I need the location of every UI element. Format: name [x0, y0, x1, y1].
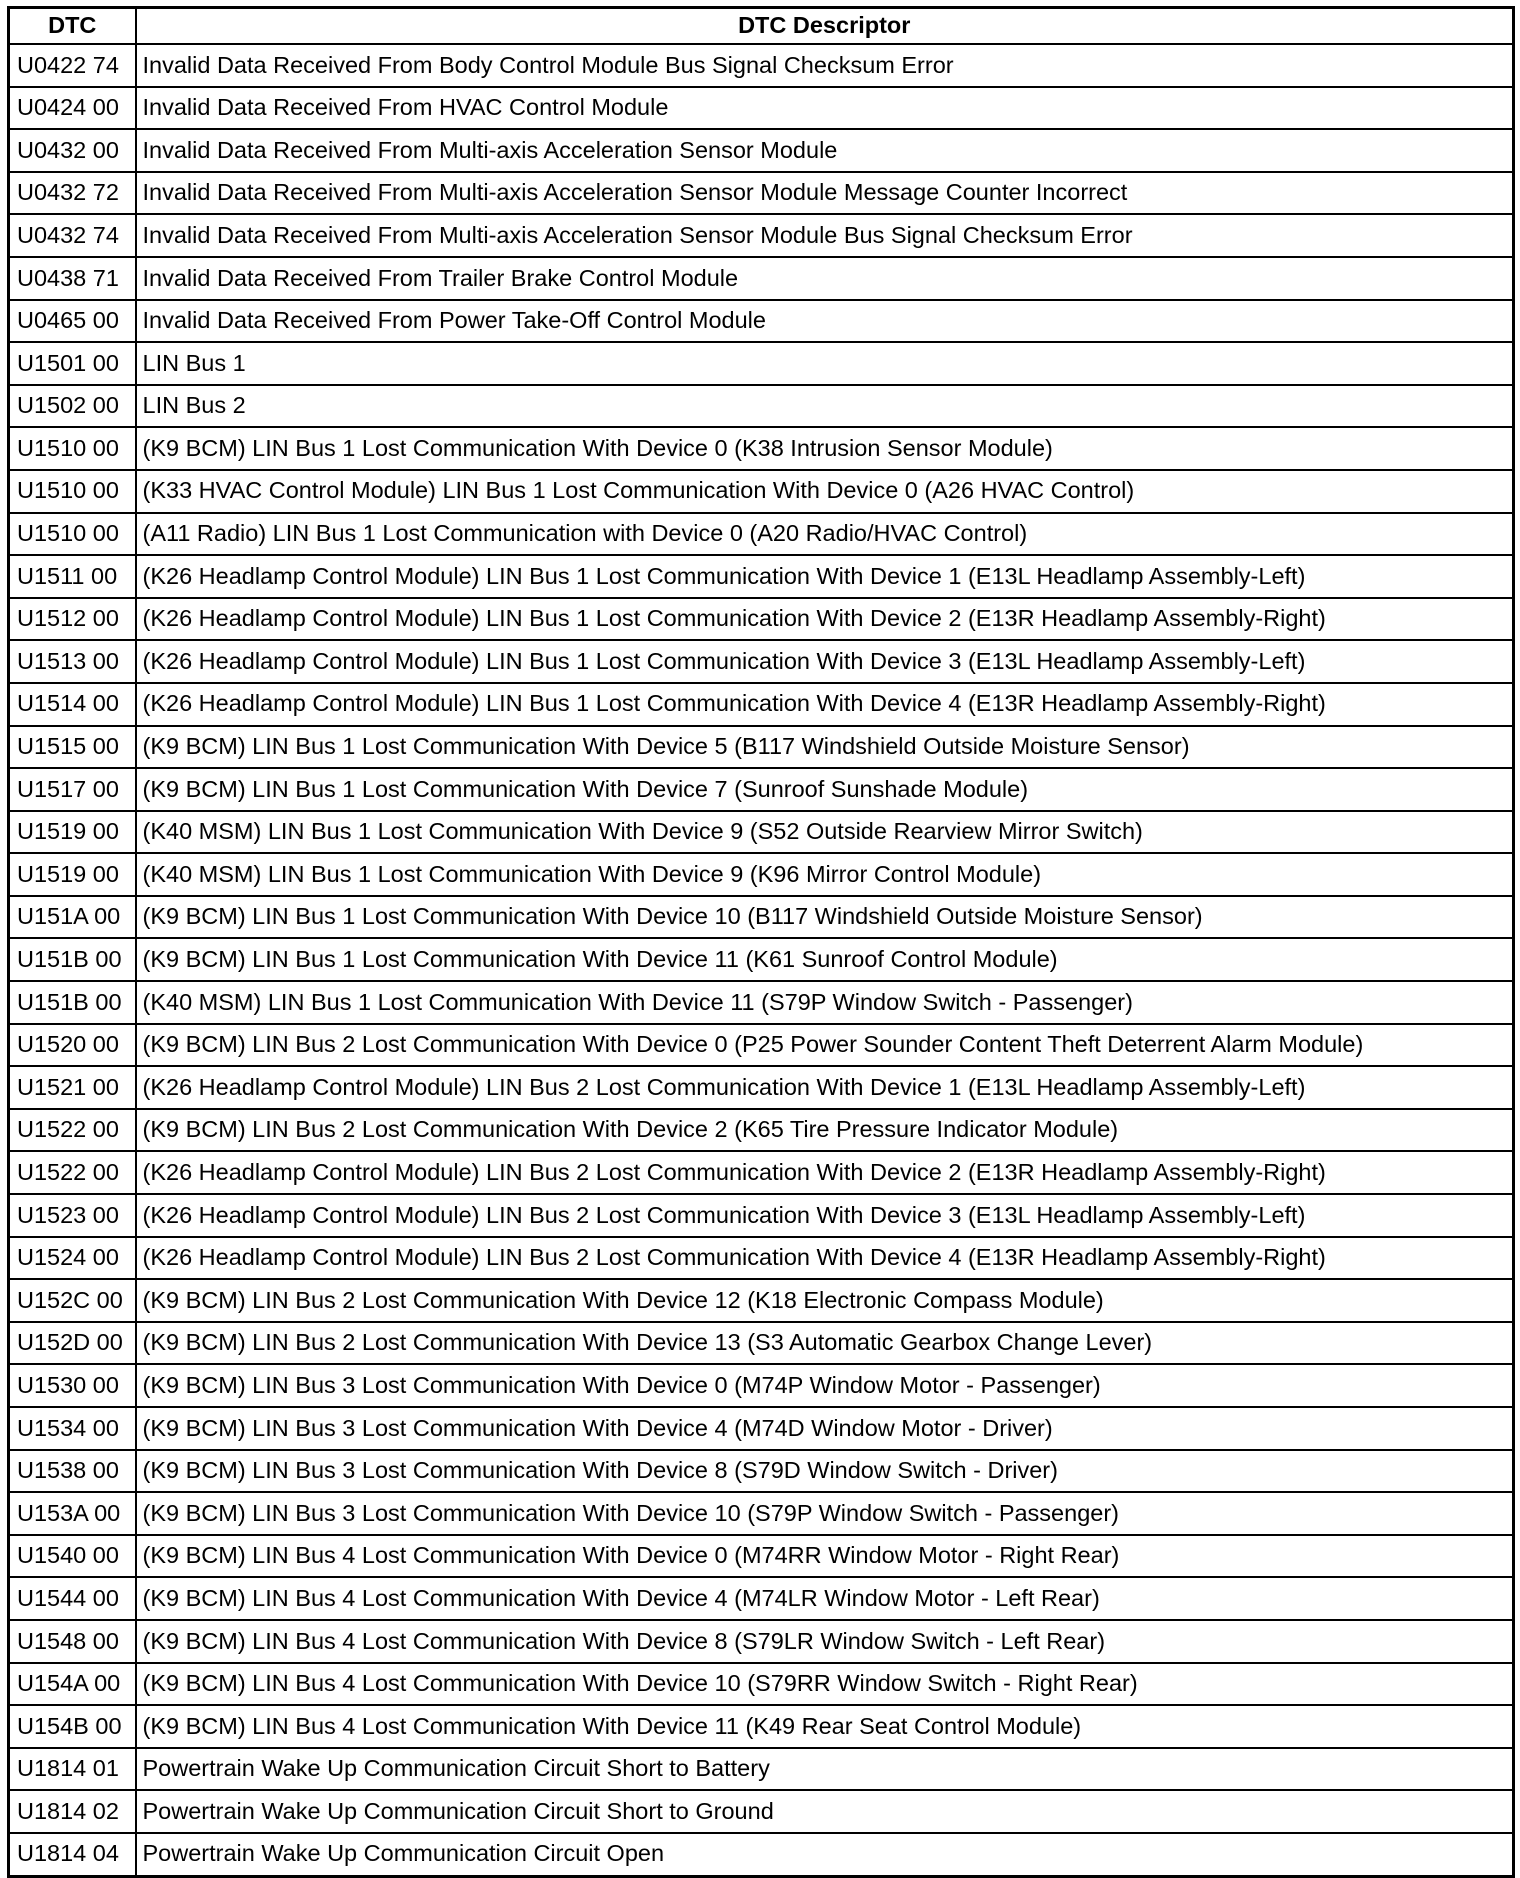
dtc-descriptor-cell: (K9 BCM) LIN Bus 3 Lost Communication With Device 4 (M74D Window Motor - Driver): [136, 1407, 1514, 1450]
dtc-descriptor-cell: (K33 HVAC Control Module) LIN Bus 1 Lost Communication With Device 0 (A26 HVAC Control): [136, 470, 1514, 513]
table-row: [9, 385, 1514, 428]
dtc-code-cell: U1515 00: [9, 726, 136, 769]
dtc-code-cell: U1523 00: [9, 1194, 136, 1237]
dtc-code-cell: U1522 00: [9, 1151, 136, 1194]
table-row: [9, 1024, 1514, 1067]
dtc-descriptor-cell: (K26 Headlamp Control Module) LIN Bus 1 Lost Communication With Device 4 (E13R Headlamp Assembly-Right): [136, 683, 1514, 726]
header-dtc: DTC: [9, 8, 136, 45]
table-row: [9, 683, 1514, 726]
dtc-descriptor-cell: (K9 BCM) LIN Bus 3 Lost Communication With Device 0 (M74P Window Motor - Passenger): [136, 1364, 1514, 1407]
dtc-descriptor-cell: (K9 BCM) LIN Bus 4 Lost Communication With Device 10 (S79RR Window Switch - Right Rear): [136, 1663, 1514, 1706]
dtc-descriptor-cell: (K9 BCM) LIN Bus 1 Lost Communication With Device 11 (K61 Sunroof Control Module): [136, 938, 1514, 981]
dtc-code-cell: U1512 00: [9, 598, 136, 641]
table-row: [9, 938, 1514, 981]
table-row: [9, 214, 1514, 257]
dtc-descriptor-cell: (K9 BCM) LIN Bus 4 Lost Communication With Device 11 (K49 Rear Seat Control Module): [136, 1705, 1514, 1748]
dtc-code-cell: U1501 00: [9, 342, 136, 385]
dtc-code-cell: U1548 00: [9, 1620, 136, 1663]
table-row: [9, 129, 1514, 172]
dtc-code-cell: U1514 00: [9, 683, 136, 726]
table-row: [9, 1833, 1514, 1876]
dtc-descriptor-cell: (K9 BCM) LIN Bus 2 Lost Communication With Device 2 (K65 Tire Pressure Indicator Module): [136, 1109, 1514, 1152]
dtc-code-cell: U1814 02: [9, 1790, 136, 1833]
dtc-descriptor-cell: (K9 BCM) LIN Bus 4 Lost Communication With Device 4 (M74LR Window Motor - Left Rear): [136, 1577, 1514, 1620]
table-row: [9, 513, 1514, 556]
dtc-descriptor-cell: (K26 Headlamp Control Module) LIN Bus 1 Lost Communication With Device 1 (E13L Headlamp Assembly-Left): [136, 555, 1514, 598]
dtc-descriptor-cell: (K26 Headlamp Control Module) LIN Bus 1 Lost Communication With Device 3 (E13L Headlamp Assembly-Left): [136, 640, 1514, 683]
dtc-code-cell: U1510 00: [9, 513, 136, 556]
table-row: [9, 1535, 1514, 1578]
dtc-descriptor-cell: (K9 BCM) LIN Bus 1 Lost Communication With Device 10 (B117 Windshield Outside Moisture Sensor): [136, 896, 1514, 939]
dtc-descriptor-cell: (K9 BCM) LIN Bus 2 Lost Communication With Device 12 (K18 Electronic Compass Module): [136, 1279, 1514, 1322]
dtc-descriptor-cell: Invalid Data Received From Multi-axis Acceleration Sensor Module: [136, 129, 1514, 172]
dtc-descriptor-cell: (K40 MSM) LIN Bus 1 Lost Communication With Device 9 (S52 Outside Rearview Mirror Switch): [136, 811, 1514, 854]
dtc-code-cell: U1530 00: [9, 1364, 136, 1407]
table-row: [9, 1066, 1514, 1109]
dtc-descriptor-cell: Invalid Data Received From Body Control Module Bus Signal Checksum Error: [136, 44, 1514, 87]
dtc-descriptor-cell: (K40 MSM) LIN Bus 1 Lost Communication With Device 11 (S79P Window Switch - Passenger): [136, 981, 1514, 1024]
dtc-descriptor-cell: Invalid Data Received From HVAC Control Module: [136, 87, 1514, 130]
dtc-table: [7, 6, 1515, 1878]
table-row: [9, 896, 1514, 939]
table-row: [9, 1109, 1514, 1152]
dtc-code-cell: U1517 00: [9, 768, 136, 811]
table-row: [9, 981, 1514, 1024]
table-row: [9, 1407, 1514, 1450]
dtc-code-cell: U1510 00: [9, 427, 136, 470]
table-row: [9, 470, 1514, 513]
dtc-descriptor-cell: LIN Bus 1: [136, 342, 1514, 385]
table-row: [9, 1577, 1514, 1620]
table-row: [9, 1663, 1514, 1706]
dtc-code-cell: U1502 00: [9, 385, 136, 428]
table-row: [9, 342, 1514, 385]
table-row: [9, 1748, 1514, 1791]
dtc-code-cell: U151A 00: [9, 896, 136, 939]
dtc-descriptor-cell: LIN Bus 2: [136, 385, 1514, 428]
dtc-code-cell: U151B 00: [9, 938, 136, 981]
dtc-descriptor-cell: Powertrain Wake Up Communication Circuit Open: [136, 1833, 1514, 1876]
table-row: [9, 1364, 1514, 1407]
dtc-code-cell: U152D 00: [9, 1322, 136, 1365]
dtc-code-cell: U1524 00: [9, 1237, 136, 1280]
table-row: [9, 44, 1514, 87]
table-row: [9, 1322, 1514, 1365]
table-row: [9, 640, 1514, 683]
dtc-descriptor-cell: Invalid Data Received From Power Take-Off Control Module: [136, 300, 1514, 343]
dtc-code-cell: U1510 00: [9, 470, 136, 513]
table-row: [9, 1492, 1514, 1535]
dtc-code-cell: U152C 00: [9, 1279, 136, 1322]
dtc-descriptor-cell: (K26 Headlamp Control Module) LIN Bus 2 Lost Communication With Device 3 (E13L Headlamp Assembly-Left): [136, 1194, 1514, 1237]
dtc-descriptor-cell: Powertrain Wake Up Communication Circuit Short to Ground: [136, 1790, 1514, 1833]
dtc-descriptor-cell: (K9 BCM) LIN Bus 3 Lost Communication With Device 8 (S79D Window Switch - Driver): [136, 1450, 1514, 1493]
dtc-descriptor-cell: (K40 MSM) LIN Bus 1 Lost Communication With Device 9 (K96 Mirror Control Module): [136, 853, 1514, 896]
table-row: [9, 598, 1514, 641]
table-row: [9, 726, 1514, 769]
table-row: [9, 1705, 1514, 1748]
dtc-code-cell: U1513 00: [9, 640, 136, 683]
dtc-code-cell: U1521 00: [9, 1066, 136, 1109]
dtc-code-cell: U0424 00: [9, 87, 136, 130]
dtc-code-cell: U1511 00: [9, 555, 136, 598]
table-row: [9, 1620, 1514, 1663]
table-row: [9, 172, 1514, 215]
dtc-code-cell: U0422 74: [9, 44, 136, 87]
dtc-code-cell: U0432 00: [9, 129, 136, 172]
dtc-descriptor-cell: Invalid Data Received From Trailer Brake Control Module: [136, 257, 1514, 300]
dtc-descriptor-cell: (A11 Radio) LIN Bus 1 Lost Communication with Device 0 (A20 Radio/HVAC Control): [136, 513, 1514, 556]
dtc-code-cell: U0432 72: [9, 172, 136, 215]
dtc-code-cell: U1519 00: [9, 853, 136, 896]
table-body: [9, 44, 1514, 1876]
header-dtc-descriptor: DTC Descriptor: [136, 8, 1514, 45]
dtc-code-cell: U1538 00: [9, 1450, 136, 1493]
dtc-descriptor-cell: Invalid Data Received From Multi-axis Acceleration Sensor Module Bus Signal Checksum Error: [136, 214, 1514, 257]
table-row: [9, 300, 1514, 343]
dtc-descriptor-cell: (K9 BCM) LIN Bus 4 Lost Communication With Device 0 (M74RR Window Motor - Right Rear): [136, 1535, 1514, 1578]
dtc-code-cell: U0438 71: [9, 257, 136, 300]
dtc-descriptor-cell: (K9 BCM) LIN Bus 1 Lost Communication With Device 5 (B117 Windshield Outside Moisture Sensor): [136, 726, 1514, 769]
table-row: [9, 555, 1514, 598]
table-row: [9, 768, 1514, 811]
table-header-row: [9, 8, 1514, 45]
table-row: [9, 853, 1514, 896]
dtc-descriptor-cell: Invalid Data Received From Multi-axis Acceleration Sensor Module Message Counter Incorrect: [136, 172, 1514, 215]
dtc-code-cell: U154A 00: [9, 1663, 136, 1706]
dtc-descriptor-cell: (K9 BCM) LIN Bus 4 Lost Communication With Device 8 (S79LR Window Switch - Left Rear): [136, 1620, 1514, 1663]
dtc-descriptor-cell: (K9 BCM) LIN Bus 3 Lost Communication With Device 10 (S79P Window Switch - Passenger): [136, 1492, 1514, 1535]
dtc-code-cell: U151B 00: [9, 981, 136, 1024]
table-row: [9, 1279, 1514, 1322]
dtc-code-cell: U1534 00: [9, 1407, 136, 1450]
dtc-descriptor-cell: Powertrain Wake Up Communication Circuit Short to Battery: [136, 1748, 1514, 1791]
dtc-code-cell: U1544 00: [9, 1577, 136, 1620]
dtc-code-cell: U154B 00: [9, 1705, 136, 1748]
dtc-code-cell: U1814 04: [9, 1833, 136, 1876]
table-row: [9, 257, 1514, 300]
dtc-code-cell: U1519 00: [9, 811, 136, 854]
dtc-code-cell: U1522 00: [9, 1109, 136, 1152]
dtc-code-cell: U0465 00: [9, 300, 136, 343]
dtc-descriptor-cell: (K26 Headlamp Control Module) LIN Bus 2 Lost Communication With Device 4 (E13R Headlamp Assembly-Right): [136, 1237, 1514, 1280]
table-row: [9, 1194, 1514, 1237]
table-row: [9, 1151, 1514, 1194]
dtc-descriptor-cell: (K26 Headlamp Control Module) LIN Bus 2 Lost Communication With Device 2 (E13R Headlamp Assembly-Right): [136, 1151, 1514, 1194]
dtc-code-cell: U1814 01: [9, 1748, 136, 1791]
table-row: [9, 1450, 1514, 1493]
dtc-code-cell: U1520 00: [9, 1024, 136, 1067]
table-row: [9, 1790, 1514, 1833]
dtc-descriptor-cell: (K26 Headlamp Control Module) LIN Bus 2 Lost Communication With Device 1 (E13L Headlamp Assembly-Left): [136, 1066, 1514, 1109]
dtc-descriptor-cell: (K9 BCM) LIN Bus 2 Lost Communication With Device 13 (S3 Automatic Gearbox Change Lever): [136, 1322, 1514, 1365]
dtc-descriptor-cell: (K26 Headlamp Control Module) LIN Bus 1 Lost Communication With Device 2 (E13R Headlamp Assembly-Right): [136, 598, 1514, 641]
dtc-code-cell: U153A 00: [9, 1492, 136, 1535]
table-row: [9, 427, 1514, 470]
dtc-descriptor-cell: (K9 BCM) LIN Bus 2 Lost Communication With Device 0 (P25 Power Sounder Content Theft Deterrent Alarm Module): [136, 1024, 1514, 1067]
dtc-descriptor-cell: (K9 BCM) LIN Bus 1 Lost Communication With Device 7 (Sunroof Sunshade Module): [136, 768, 1514, 811]
table-row: [9, 87, 1514, 130]
table-row: [9, 1237, 1514, 1280]
table-row: [9, 811, 1514, 854]
dtc-descriptor-cell: (K9 BCM) LIN Bus 1 Lost Communication With Device 0 (K38 Intrusion Sensor Module): [136, 427, 1514, 470]
dtc-code-cell: U1540 00: [9, 1535, 136, 1578]
dtc-code-cell: U0432 74: [9, 214, 136, 257]
